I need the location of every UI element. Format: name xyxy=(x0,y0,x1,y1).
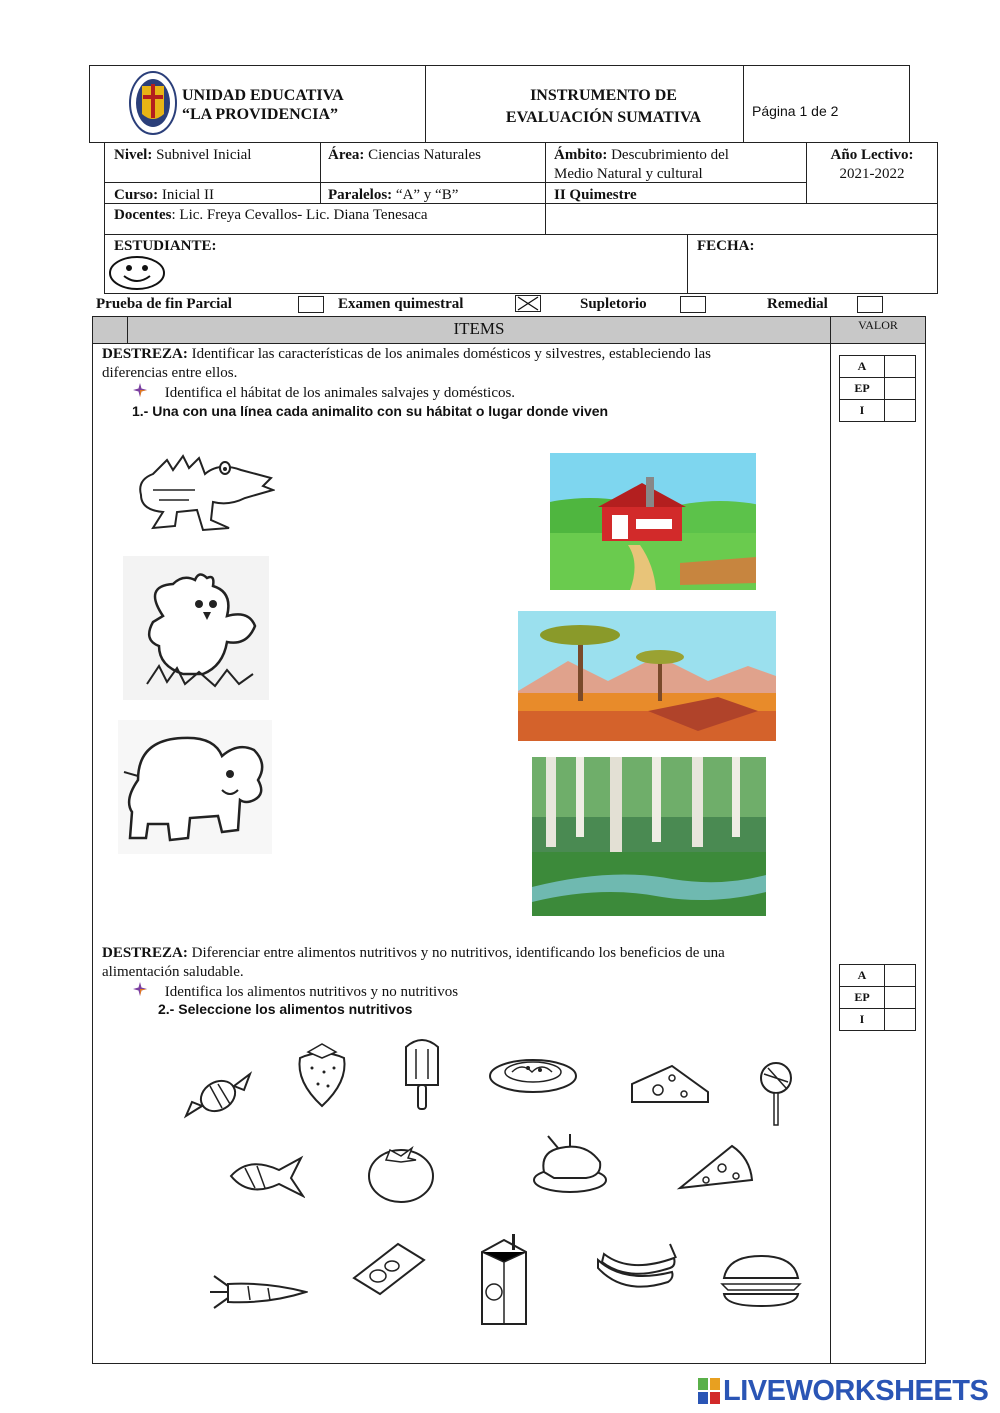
exam-type-label-quimestral: Examen quimestral xyxy=(338,296,464,312)
destreza-1-cont: diferencias entre ellos. xyxy=(102,365,238,381)
forest-habitat-image[interactable] xyxy=(532,757,766,916)
grade-i-cell[interactable] xyxy=(885,400,916,422)
fecha-label: FECHA: xyxy=(697,238,755,254)
valor-header: VALOR xyxy=(858,318,898,332)
hamburger-image[interactable] xyxy=(718,1254,804,1315)
destreza-1: DESTREZA: Identificar las características de los animales domésticos y silvestres, estableciendo las xyxy=(102,346,712,362)
indicator-1: Identifica el hábitat de los animales salvajes y domésticos. xyxy=(133,383,515,403)
instrument-title-line2: EVALUACIÓN SUMATIVA xyxy=(505,109,702,126)
instrument-title-line1: INSTRUMENTO DE xyxy=(530,87,677,104)
grade-ep-cell[interactable] xyxy=(885,378,916,400)
liveworksheets-brand: LIVEWORKSHEETS xyxy=(723,1375,989,1407)
destreza-2-cont: alimentación saludable. xyxy=(102,964,244,980)
elephant-image[interactable] xyxy=(118,720,272,854)
grade-i: I xyxy=(840,1009,885,1031)
exam-type-label-remedial: Remedial xyxy=(767,296,828,312)
pizza-image[interactable] xyxy=(676,1140,756,1199)
school-name-line2: “LA PROVIDENCIA” xyxy=(182,106,339,123)
page-number: Página 1 de 2 xyxy=(752,103,839,119)
indicator-2: Identifica los alimentos nutritivos y no nutritivos xyxy=(133,982,458,1002)
lollipop-image[interactable] xyxy=(758,1060,794,1133)
items-header: ITEMS xyxy=(453,319,505,338)
grade-a: A xyxy=(840,356,885,378)
spaghetti-plate-image[interactable] xyxy=(488,1050,578,1099)
grade-ep: EP xyxy=(840,987,885,1009)
crocodile-image[interactable] xyxy=(133,440,275,540)
roast-chicken-image[interactable] xyxy=(530,1132,610,1199)
anio-value: 2021-2022 xyxy=(839,166,905,182)
instruction-1: 1.- Una con una línea cada animalito con su hábitat o lugar donde viven xyxy=(132,403,609,419)
area-field: Área: Ciencias Naturales xyxy=(328,147,481,163)
candy-image[interactable] xyxy=(182,1064,254,1131)
strawberry-image[interactable] xyxy=(292,1042,352,1113)
bananas-image[interactable] xyxy=(594,1238,680,1303)
carrot-image[interactable] xyxy=(208,1270,308,1319)
checkmark-x-icon xyxy=(516,296,540,311)
chicken-image[interactable] xyxy=(123,556,269,700)
fish-image[interactable] xyxy=(225,1150,305,1207)
juice-carton-image[interactable] xyxy=(474,1232,534,1335)
tomato-image[interactable] xyxy=(366,1140,436,1209)
curso-field: Curso: Inicial II xyxy=(114,187,214,203)
cheese-image[interactable] xyxy=(628,1062,712,1111)
chips-bag-image[interactable] xyxy=(348,1238,428,1305)
grade-table-2 xyxy=(839,964,916,1031)
grade-i-cell[interactable] xyxy=(885,1009,916,1031)
bullet-icon xyxy=(133,982,149,1002)
grade-a-cell[interactable] xyxy=(885,356,916,378)
exam-type-label-supletorio: Supletorio xyxy=(580,296,647,312)
grade-table-1 xyxy=(839,355,916,422)
grade-ep: EP xyxy=(840,378,885,400)
grade-a-cell[interactable] xyxy=(885,965,916,987)
grade-ep-cell[interactable] xyxy=(885,987,916,1009)
liveworksheets-logo xyxy=(698,1378,722,1411)
smiley-icon xyxy=(108,255,166,296)
bullet-icon xyxy=(133,383,149,403)
popsicle-image[interactable] xyxy=(402,1033,442,1116)
checkbox-remedial[interactable] xyxy=(857,296,883,313)
anio-label: Año Lectivo: xyxy=(830,147,914,163)
grade-a: A xyxy=(840,965,885,987)
liveworksheets-icon xyxy=(698,1378,722,1406)
instruction-2: 2.- Seleccione los alimentos nutritivos xyxy=(158,1001,413,1017)
grade-i: I xyxy=(840,400,885,422)
savanna-habitat-image[interactable] xyxy=(518,611,776,741)
estudiante-label: ESTUDIANTE: xyxy=(114,238,217,254)
quimestre-field: II Quimestre xyxy=(554,187,637,203)
docentes-field: Docentes: Lic. Freya Cevallos- Lic. Diana Tenesaca xyxy=(114,207,428,223)
ambito-field: Ámbito: Descubrimiento del xyxy=(554,147,729,163)
destreza-2: DESTREZA: Diferenciar entre alimentos nutritivos y no nutritivos, identificando los beneficios de una xyxy=(102,945,725,961)
exam-type-label-parcial: Prueba de fin Parcial xyxy=(96,296,232,312)
farm-habitat-image[interactable] xyxy=(550,453,756,590)
checkbox-parcial[interactable] xyxy=(298,296,324,313)
paralelos-field: Paralelos: “A” y “B” xyxy=(328,187,459,203)
ambito-field-cont: Medio Natural y cultural xyxy=(554,166,703,182)
school-name-line1: UNIDAD EDUCATIVA xyxy=(182,87,344,104)
student-row xyxy=(104,234,938,294)
checkbox-supletorio[interactable] xyxy=(680,296,706,313)
checkbox-quimestral[interactable] xyxy=(515,295,541,312)
school-logo xyxy=(128,70,178,136)
nivel-field: Nivel: Subnivel Inicial xyxy=(114,147,252,163)
